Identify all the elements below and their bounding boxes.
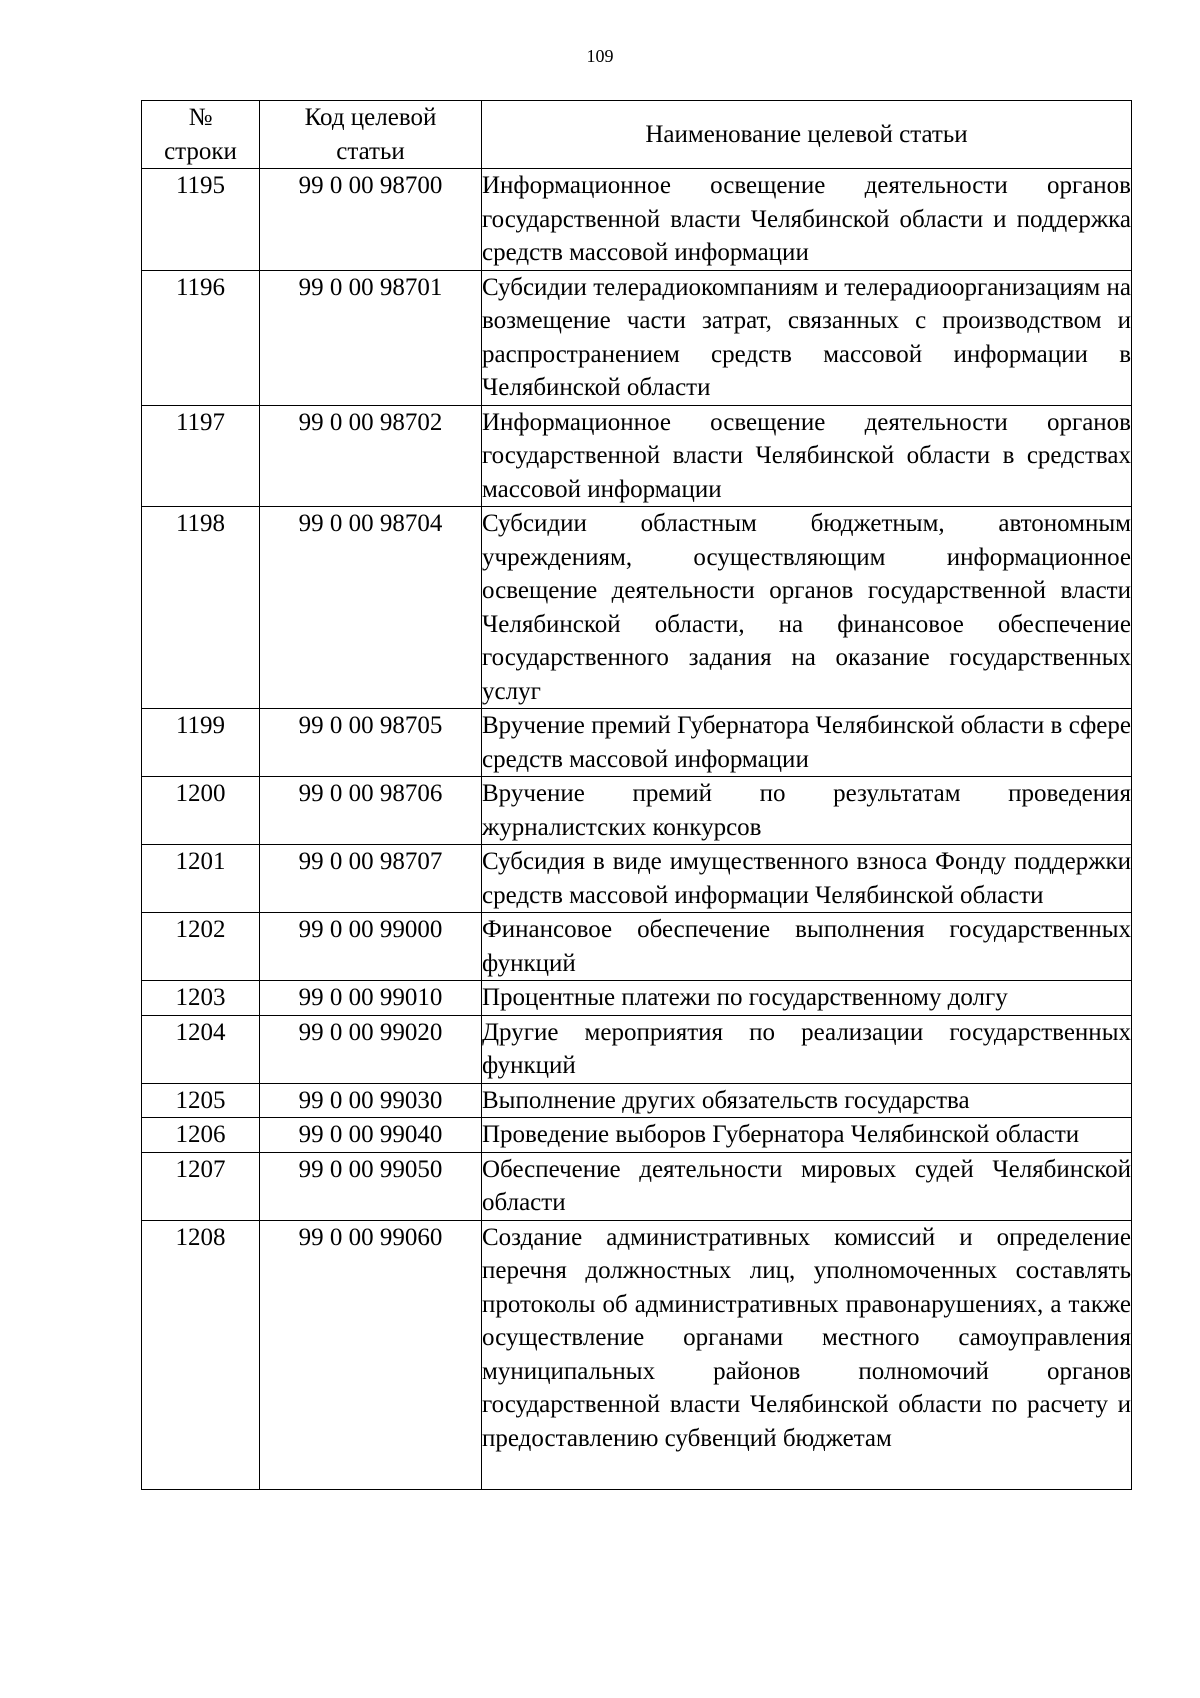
- table-row: [142, 981, 1132, 1016]
- row-name: Обеспечение деятельности мировых судей Челябинской области: [482, 1152, 1132, 1220]
- page-number: 109: [586, 46, 614, 66]
- row-name: Субсидии областным бюджетным, автономным учреждениям, осуществляющим информационное освещение деятельности органов государственной власти Челябинской области, на финансовое обеспечение государственного задания на оказание государственных услуг: [482, 507, 1132, 709]
- table-row: [142, 845, 1132, 913]
- row-number: 1202: [142, 913, 260, 981]
- table-row: [142, 405, 1132, 507]
- row-name: Субсидия в виде имущественного взноса Фонду поддержки средств массовой информации Челябинской области: [482, 845, 1132, 913]
- row-name: Вручение премий по результатам проведения журналистских конкурсов: [482, 777, 1132, 845]
- row-number: 1207: [142, 1152, 260, 1220]
- header-row-number-line1: №: [188, 104, 213, 131]
- row-code: 99 0 00 98707: [260, 845, 482, 913]
- row-number: 1206: [142, 1118, 260, 1153]
- row-code: 99 0 00 98705: [260, 709, 482, 777]
- row-code: 99 0 00 99000: [260, 913, 482, 981]
- table-row: [142, 507, 1132, 709]
- row-name: Процентные платежи по государственному долгу: [482, 981, 1132, 1016]
- row-number: 1200: [142, 777, 260, 845]
- row-number: 1204: [142, 1015, 260, 1083]
- row-code: 99 0 00 98702: [260, 405, 482, 507]
- row-number: 1196: [142, 270, 260, 405]
- row-code: 99 0 00 99040: [260, 1118, 482, 1153]
- row-name: Финансовое обеспечение выполнения государственных функций: [482, 913, 1132, 981]
- header-code-line2: статьи: [336, 137, 405, 165]
- row-number: 1197: [142, 405, 260, 507]
- row-code: 99 0 00 99050: [260, 1152, 482, 1220]
- table-header-row: [142, 101, 1132, 169]
- row-code: 99 0 00 98701: [260, 270, 482, 405]
- row-number: 1203: [142, 981, 260, 1016]
- row-name: Субсидии телерадиокомпаниям и телерадиоорганизациям на возмещение части затрат, связанных с производством и распространением средств массовой информации в Челябинской области: [482, 270, 1132, 405]
- table-row: [142, 913, 1132, 981]
- table-row: [142, 270, 1132, 405]
- row-number: 1205: [142, 1083, 260, 1118]
- table-row: [142, 1118, 1132, 1153]
- header-name: Наименование целевой статьи: [482, 101, 1132, 169]
- row-name: Другие мероприятия по реализации государственных функций: [482, 1015, 1132, 1083]
- row-code: 99 0 00 99010: [260, 981, 482, 1016]
- table-row: [142, 777, 1132, 845]
- row-name: Создание административных комиссий и определение перечня должностных лиц, уполномоченных составлять протоколы об административных правонарушениях, а также осуществление органами местного самоуправления муниципальных районов полномочий органов государственной власти Челябинской области по расчету и предоставлению субвенций бюджетам: [482, 1220, 1132, 1489]
- header-code-line1: Код целевой: [304, 104, 437, 131]
- header-row-number: [142, 101, 260, 169]
- row-name: Выполнение других обязательств государства: [482, 1083, 1132, 1118]
- row-code: 99 0 00 99020: [260, 1015, 482, 1083]
- table-row: [142, 169, 1132, 271]
- row-code: 99 0 00 98700: [260, 169, 482, 271]
- row-number: 1198: [142, 507, 260, 709]
- table-row: [142, 709, 1132, 777]
- row-number: 1201: [142, 845, 260, 913]
- row-number: 1199: [142, 709, 260, 777]
- row-number: 1208: [142, 1220, 260, 1489]
- table-row: [142, 1083, 1132, 1118]
- row-code: 99 0 00 98704: [260, 507, 482, 709]
- header-code: [260, 101, 482, 169]
- row-name: Информационное освещение деятельности органов государственной власти Челябинской области в средствах массовой информации: [482, 405, 1132, 507]
- row-name: Проведение выборов Губернатора Челябинской области: [482, 1118, 1132, 1153]
- table-row: [142, 1152, 1132, 1220]
- row-number: 1195: [142, 169, 260, 271]
- row-name: Информационное освещение деятельности органов государственной власти Челябинской области и поддержка средств массовой информации: [482, 169, 1132, 271]
- row-code: 99 0 00 98706: [260, 777, 482, 845]
- header-row-number-line2: строки: [164, 137, 237, 165]
- row-code: 99 0 00 99060: [260, 1220, 482, 1489]
- target-articles-table: [141, 100, 1132, 1490]
- row-name: Вручение премий Губернатора Челябинской области в сфере средств массовой информации: [482, 709, 1132, 777]
- row-code: 99 0 00 99030: [260, 1083, 482, 1118]
- table-row: [142, 1015, 1132, 1083]
- table-row: [142, 1220, 1132, 1489]
